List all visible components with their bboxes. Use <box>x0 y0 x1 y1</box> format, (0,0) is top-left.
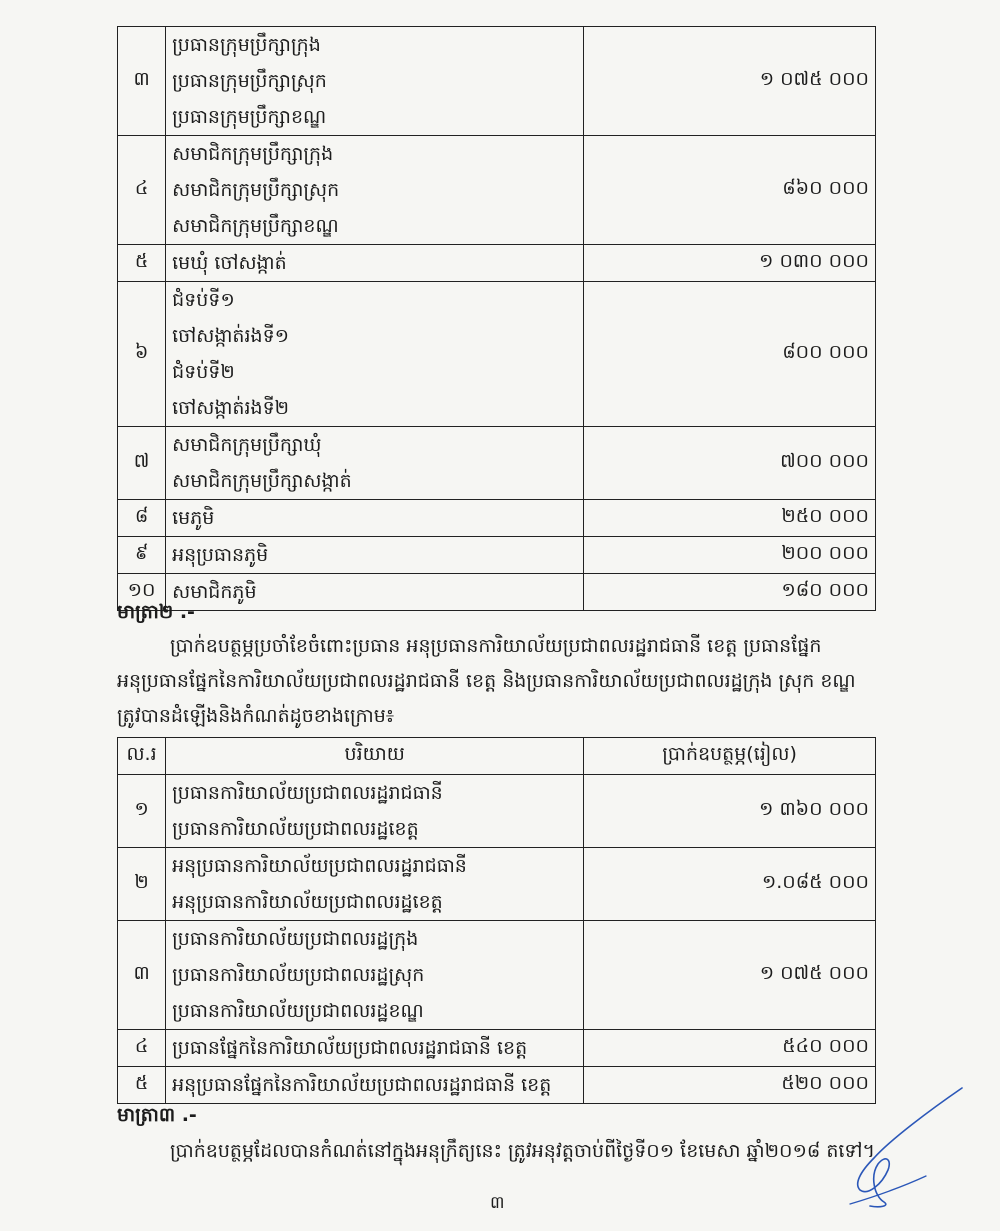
description-line: អនុប្រធានការិយាល័យប្រជាពលរដ្ឋរាជធានី <box>172 855 467 877</box>
row-description <box>166 1067 584 1104</box>
row-number: ១០ <box>118 574 166 611</box>
header-amount: ប្រាក់ឧបត្ថម្ភ(រៀល) <box>584 738 876 775</box>
row-description <box>166 427 584 500</box>
table-row <box>118 282 876 427</box>
allowance-table-part1 <box>117 26 876 611</box>
row-number: ៧ <box>118 427 166 500</box>
description-line: ជំទប់ទី១ <box>172 289 235 311</box>
description-line: មេឃុំ ចៅសង្កាត់ <box>172 252 287 274</box>
row-number: ២ <box>118 848 166 921</box>
row-number: ៦ <box>118 282 166 427</box>
row-description <box>166 282 584 427</box>
header-description: បរិយាយ <box>166 738 584 775</box>
row-number: ៨ <box>118 500 166 537</box>
header-number: ល.រ <box>118 738 166 775</box>
row-number: ៣ <box>118 921 166 1030</box>
description-line: ចៅសង្កាត់រងទី២ <box>172 397 290 419</box>
description-line: សមាជិកភូមិ <box>172 581 257 603</box>
table-row <box>118 848 876 921</box>
row-amount: ៧០០ ០០០ <box>584 427 876 500</box>
article-2-heading: មាត្រា២ .- <box>117 601 195 623</box>
row-description <box>166 136 584 245</box>
row-number: ១ <box>118 775 166 848</box>
description-line: ប្រធានការិយាល័យប្រជាពលរដ្ឋខេត្ត <box>172 818 419 840</box>
row-amount: ១.០៨៥ ០០០ <box>584 848 876 921</box>
row-amount: ១ ០៣០ ០០០ <box>584 245 876 282</box>
table-header-row <box>118 738 876 775</box>
table-row <box>118 245 876 282</box>
row-amount: ១៨០ ០០០ <box>584 574 876 611</box>
page-number: ៣ <box>490 1193 505 1213</box>
description-line: អនុប្រធានភូមិ <box>172 544 269 566</box>
description-line: មេភូមិ <box>172 507 215 529</box>
description-line: អនុប្រធានការិយាល័យប្រជាពលរដ្ឋខេត្ត <box>172 891 443 913</box>
description-line: ចៅសង្កាត់រងទី១ <box>172 325 290 347</box>
row-number: ៤ <box>118 136 166 245</box>
article-2-paragraph-line-1: ប្រាក់ឧបត្ថម្ភប្រចាំខែចំពោះប្រធាន អនុប្រធានការិយាល័យប្រជាពលរដ្ឋរាជធានី ខេត្ត ប្រធានផ្នែក <box>170 635 822 657</box>
description-line: ប្រធានផ្នែកនៃការិយាល័យប្រជាពលរដ្ឋរាជធានី ខេត្ត <box>172 1037 528 1059</box>
article-2-paragraph-line-3: ត្រូវបានដំឡើងនិងកំណត់ដូចខាងក្រោម៖ <box>117 705 395 727</box>
row-amount: ៨៦០ ០០០ <box>584 136 876 245</box>
table-row <box>118 574 876 611</box>
row-amount: ១ ០៧៥ ០០០ <box>584 27 876 136</box>
row-description <box>166 775 584 848</box>
table-row <box>118 1030 876 1067</box>
description-line: សមាជិកក្រុមប្រឹក្សាក្រុង <box>172 143 334 165</box>
row-amount: ១ ៣៦០ ០០០ <box>584 775 876 848</box>
table-row <box>118 500 876 537</box>
table-row <box>118 427 876 500</box>
allowance-table-part2 <box>117 737 876 1104</box>
description-line: សមាជិកក្រុមប្រឹក្សាឃុំ <box>172 434 322 456</box>
description-line: ប្រធានការិយាល័យប្រជាពលរដ្ឋក្រុង <box>172 928 419 950</box>
table-row <box>118 775 876 848</box>
row-amount: ៥២០ ០០០ <box>584 1067 876 1104</box>
description-line: ប្រធានក្រុមប្រឹក្សាស្រុក <box>172 70 327 92</box>
row-description <box>166 574 584 611</box>
description-line: ប្រធានក្រុមប្រឹក្សាក្រុង <box>172 34 321 56</box>
description-line: ប្រធានក្រុមប្រឹក្សាខណ្ឌ <box>172 106 327 128</box>
row-number: ៥ <box>118 245 166 282</box>
article-2-paragraph-line-2: អនុប្រធានផ្នែកនៃការិយាល័យប្រជាពលរដ្ឋរាជធានី ខេត្ត និងប្រធានការិយាល័យប្រជាពលរដ្ឋក្រុង ស្រុក ខណ្ឌ <box>117 670 856 692</box>
row-description <box>166 500 584 537</box>
article-3-paragraph: ប្រាក់ឧបត្ថម្ភដែលបានកំណត់នៅក្នុងអនុក្រឹត្យនេះ ត្រូវអនុវត្តចាប់ពីថ្ងៃទី០១ ខែមេសា ឆ្នាំ២០១៨ តទៅ។ <box>170 1140 876 1162</box>
description-line: ប្រធានការិយាល័យប្រជាពលរដ្ឋរាជធានី <box>172 782 443 804</box>
table-row <box>118 537 876 574</box>
row-description <box>166 27 584 136</box>
table-row <box>118 136 876 245</box>
table-row <box>118 1067 876 1104</box>
row-amount: ២៥០ ០០០ <box>584 500 876 537</box>
row-number: ៤ <box>118 1030 166 1067</box>
row-amount: ១ ០៧៥ ០០០ <box>584 921 876 1030</box>
table-row <box>118 921 876 1030</box>
description-line: អនុប្រធានផ្នែកនៃការិយាល័យប្រជាពលរដ្ឋរាជធានី ខេត្ត <box>172 1074 552 1096</box>
table-row <box>118 27 876 136</box>
row-number: ៣ <box>118 27 166 136</box>
row-description <box>166 245 584 282</box>
row-description <box>166 537 584 574</box>
row-description <box>166 921 584 1030</box>
row-description <box>166 848 584 921</box>
article-3-heading: មាត្រា៣ .- <box>117 1104 197 1126</box>
description-line: ប្រធានការិយាល័យប្រជាពលរដ្ឋស្រុក <box>172 964 425 986</box>
description-line: ប្រធានការិយាល័យប្រជាពលរដ្ឋខណ្ឌ <box>172 1000 424 1022</box>
row-amount: ៨០០ ០០០ <box>584 282 876 427</box>
row-number: ៥ <box>118 1067 166 1104</box>
description-line: សមាជិកក្រុមប្រឹក្សាស្រុក <box>172 179 340 201</box>
row-amount: ៥៤០ ០០០ <box>584 1030 876 1067</box>
row-description <box>166 1030 584 1067</box>
row-number: ៩ <box>118 537 166 574</box>
description-line: សមាជិកក្រុមប្រឹក្សាខណ្ឌ <box>172 215 339 237</box>
description-line: ជំទប់ទី២ <box>172 361 235 383</box>
row-amount: ២០០ ០០០ <box>584 537 876 574</box>
description-line: សមាជិកក្រុមប្រឹក្សាសង្កាត់ <box>172 470 352 492</box>
signature-mark <box>830 1080 970 1214</box>
